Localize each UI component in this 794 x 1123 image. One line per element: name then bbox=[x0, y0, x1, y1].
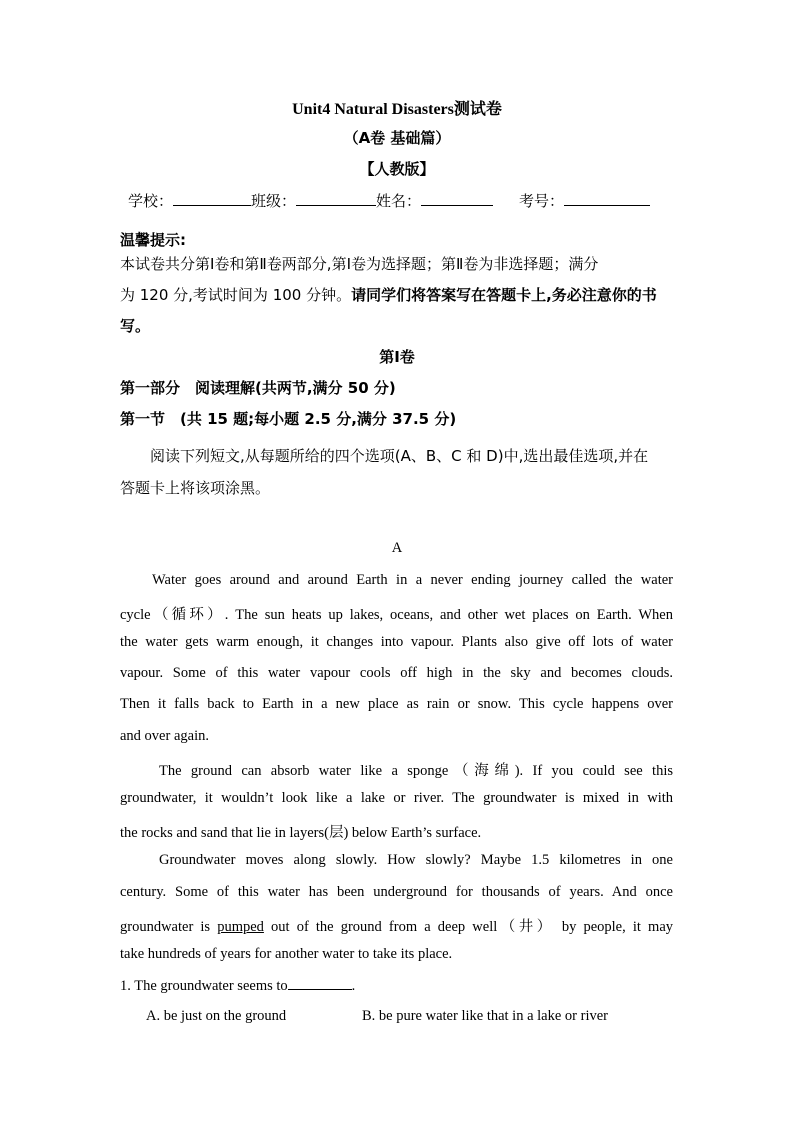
notice-line-2-plain: 为 120 分,考试时间为 100 分钟。 bbox=[120, 286, 352, 304]
question-1-option-b[interactable]: B. be pure water like that in a lake or river bbox=[362, 1008, 608, 1024]
passage-p3-line-4: take hundreds of years for another water to take its place. bbox=[120, 946, 453, 962]
passage-p2-line-1: The ground can absorb water like a sponge（海绵). If you could see this bbox=[159, 763, 673, 779]
part-one-heading: 第一部分 阅读理解(共两节,满分 50 分) bbox=[120, 379, 396, 397]
notice-line-3: 写。 bbox=[120, 317, 151, 335]
student-info-row bbox=[128, 190, 650, 211]
instructions-line-2: 答题卡上将该项涂黑。 bbox=[120, 479, 271, 497]
question-1-end: . bbox=[351, 978, 356, 994]
passage-p1-line-6: and over again. bbox=[120, 728, 209, 744]
passage-p1-line-5: Then it falls back to Earth in a new place as rain or snow. This cycle happens over bbox=[120, 696, 673, 712]
name-label: 姓名： bbox=[376, 192, 422, 210]
notice-heading: 温馨提示: bbox=[120, 231, 186, 249]
exam-no-label: 考号： bbox=[519, 192, 565, 210]
passage-p1-line-1: Water goes around and around Earth in a never ending journey called the water bbox=[152, 572, 673, 588]
question-1-text: 1. The groundwater seems to bbox=[120, 978, 288, 994]
instructions-line-1: 阅读下列短文,从每题所给的四个选项(A、B、C 和 D)中,选出最佳选项,并在 bbox=[150, 447, 649, 465]
passage-p1-line-2: cycle（循环）. The sun heats up lakes, oceans, and other wet places on Earth. When bbox=[120, 607, 673, 623]
class-label: 班级： bbox=[251, 192, 297, 210]
exam-title: Unit4 Natural Disasters测试卷 bbox=[292, 101, 502, 118]
p3-line-3-after: out of the ground from a deep well（井） by people, it may bbox=[263, 919, 674, 935]
question-1-stem bbox=[120, 977, 355, 995]
passage-p3-line-2: century. Some of this water has been underground for thousands of years. And once bbox=[120, 884, 673, 900]
school-label: 学校： bbox=[128, 192, 174, 210]
volume-heading: 第Ⅰ卷 bbox=[379, 348, 415, 366]
school-field[interactable] bbox=[173, 191, 251, 206]
p3-line-3-before: groundwater is bbox=[120, 919, 218, 935]
passage-p3-line-1: Groundwater moves along slowly. How slowly? Maybe 1.5 kilometres in one bbox=[159, 852, 673, 868]
notice-line-1: 本试卷共分第Ⅰ卷和第Ⅱ卷两部分,第Ⅰ卷为选择题；第Ⅱ卷为非选择题；满分 bbox=[120, 255, 599, 273]
passage-p2-line-2: groundwater, it wouldn’t look like a lake or river. The groundwater is mixed in with bbox=[120, 790, 673, 806]
name-field[interactable] bbox=[421, 191, 493, 206]
passage-p1-line-4: vapour. Some of this water vapour cools off high in the sky and becomes clouds. bbox=[120, 665, 673, 681]
exam-subtitle: （A卷 基础篇） bbox=[343, 129, 451, 147]
passage-p2-line-3: the rocks and sand that lie in layers(层) below Earth’s surface. bbox=[120, 825, 482, 841]
passage-label: A bbox=[391, 540, 403, 556]
passage-p3-line-3 bbox=[120, 915, 673, 936]
section-one-heading: 第一节 (共 15 题;每小题 2.5 分,满分 37.5 分) bbox=[120, 410, 457, 428]
question-1-blank bbox=[288, 977, 352, 990]
exam-edition: 【人教版】 bbox=[359, 160, 435, 178]
question-1-option-a[interactable]: A. be just on the ground bbox=[146, 1008, 287, 1024]
underlined-word: pumped bbox=[217, 919, 264, 935]
exam-no-field[interactable] bbox=[564, 191, 650, 206]
passage-p1-line-3: the water gets warm enough, it changes into vapour. Plants also give off lots of water bbox=[120, 634, 673, 650]
class-field[interactable] bbox=[296, 191, 376, 206]
notice-line-2-bold: 请同学们将答案写在答题卡上,务必注意你的书 bbox=[351, 286, 657, 304]
notice-line-2 bbox=[120, 284, 657, 305]
